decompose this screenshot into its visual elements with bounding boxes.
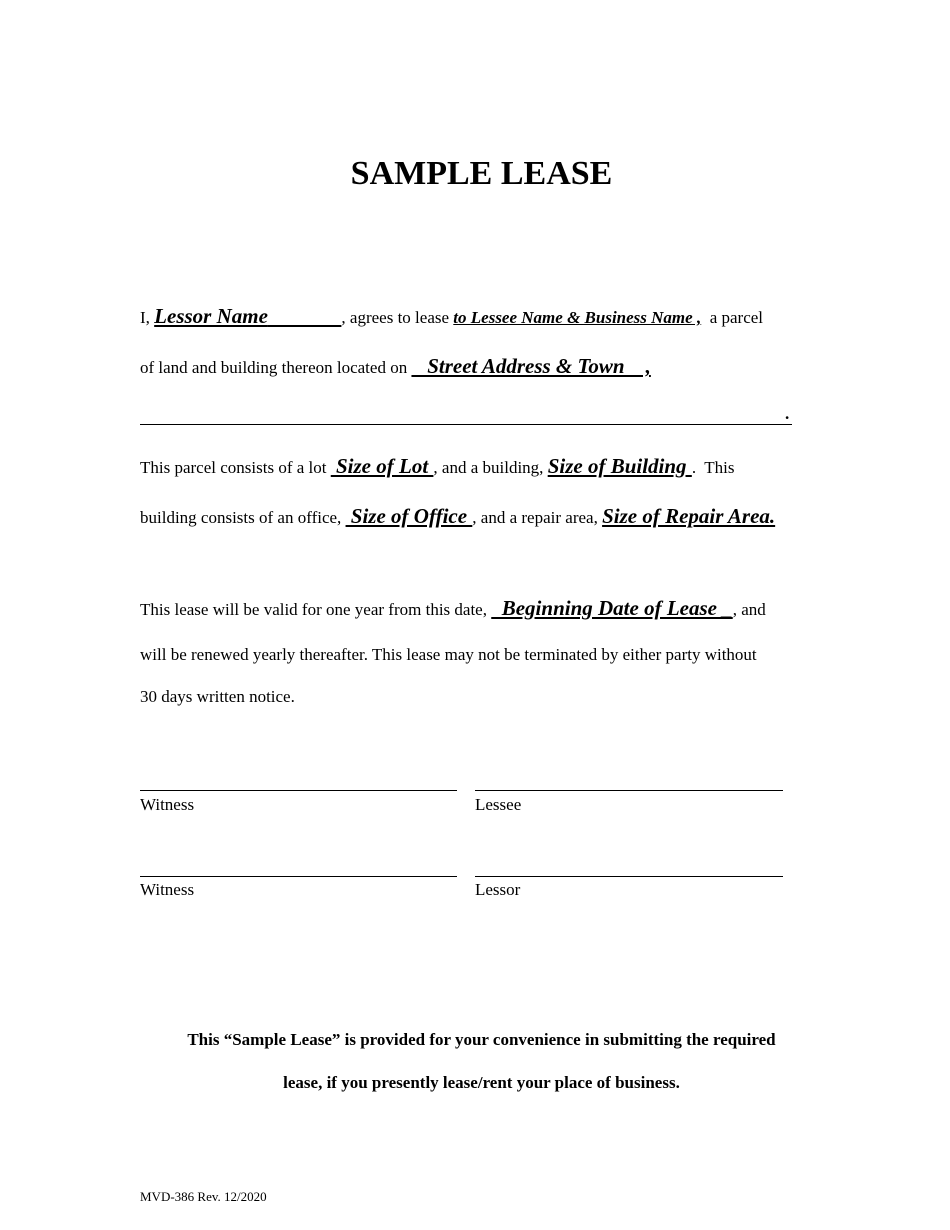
building-size-field: Size of Building — [547, 454, 692, 478]
para3-line1 — [140, 596, 766, 621]
lessee-signature-line — [475, 790, 783, 791]
witness2-signature-line — [140, 876, 457, 877]
para3-text-and: , and — [732, 600, 766, 619]
lessor-signature-line — [475, 876, 783, 877]
lessee-name-field: to Lessee Name & Business Name , — [453, 308, 702, 327]
form-number-footer: MVD-386 Rev. 12/2020 — [140, 1189, 267, 1204]
para1-line1 — [140, 304, 763, 329]
witness1-signature-line — [140, 790, 457, 791]
para2-line2 — [140, 504, 775, 529]
para3-line2: will be renewed yearly thereafter. This lease may not be terminated by either party without — [140, 645, 757, 664]
lessee-label: Lessee — [475, 795, 522, 814]
address-field: Street Address & Town , — [411, 354, 651, 378]
para1-text-i: I, — [140, 308, 155, 327]
notice-line1: This “Sample Lease” is provided for your convenience in submitting the required — [187, 1030, 776, 1049]
beginning-date-field: Beginning Date of Lease _ — [491, 596, 733, 620]
lessor-label: Lessor — [475, 880, 521, 899]
office-size-field: Size of Office — [345, 504, 473, 528]
para2-text-lot: This parcel consists of a lot — [140, 458, 331, 477]
para1-text-parcel: a parcel — [701, 308, 764, 327]
witness1-label: Witness — [140, 795, 195, 814]
lessor-name-pad — [268, 304, 342, 328]
para3-text-valid: This lease will be valid for one year from this date, — [140, 600, 492, 619]
address-period: . — [785, 404, 790, 423]
para2-text-this: . This — [691, 458, 735, 477]
para2-text-building: , and a building, — [433, 458, 548, 477]
lessor-name-field — [154, 304, 341, 328]
notice-line2: lease, if you presently lease/rent your place of business. — [283, 1073, 680, 1092]
lot-size-field: Size of Lot — [330, 454, 434, 478]
address-continuation-line — [140, 424, 792, 425]
lessor-name-value: Lessor Name — [154, 304, 268, 328]
document-title: SAMPLE LEASE — [350, 155, 613, 192]
para2-text-repair: , and a repair area, — [472, 508, 603, 527]
para3-line3: 30 days written notice. — [140, 687, 295, 706]
para1-text-located: of land and building thereon located on — [140, 358, 412, 377]
witness2-label: Witness — [140, 880, 195, 899]
repair-area-size-field: Size of Repair Area. — [602, 504, 776, 528]
para2-line1 — [140, 454, 734, 479]
para1-line2 — [140, 354, 651, 379]
para1-text-agrees: , agrees to lease — [341, 308, 454, 327]
para2-text-office: building consists of an office, — [140, 508, 346, 527]
